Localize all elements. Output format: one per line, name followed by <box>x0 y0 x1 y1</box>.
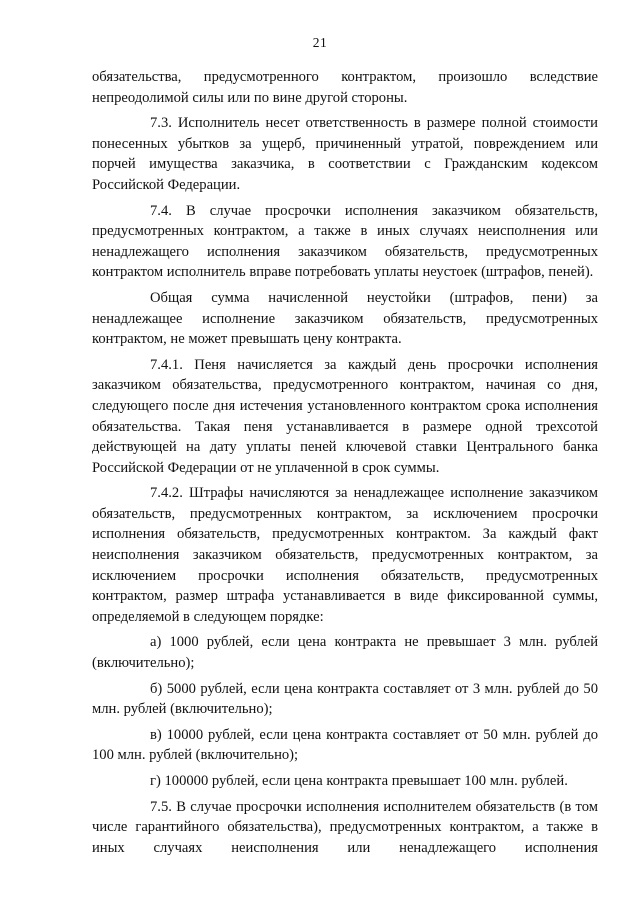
list-item-a: а) 1000 рублей, если цена контракта не превышает 3 млн. рублей (включительно); <box>92 634 598 672</box>
list-item-g: г) 100000 рублей, если цена контракта превышает 100 млн. рублей. <box>150 773 568 789</box>
paragraph-7-4-1: 7.4.1. Пеня начисляется за каждый день просрочки исполнения заказчиком обязательства, предусмотренного контрактом, начиная со дня, следующего после дня истечения установленного контрактом срока исполнения обязательства. Такая пеня устанавливается в размере одной трехсотой действующей на дату уплаты пеней ключевой ставки Центрального банка Российской Федерации от не уплаченной в срок суммы. <box>92 356 598 476</box>
page-number: 21 <box>312 35 328 50</box>
paragraph-7-4-2: 7.4.2. Штрафы начисляются за ненадлежащее исполнение заказчиком обязательств, предусмотренных контрактом, за исключением просрочки исполнения обязательств, предусмотренных контрактом. За каждый факт неисполнения заказчиком обязательств, предусмотренных контрактом, за исключением просрочки исполнения обязательств, предусмотренных контрактом, размер штрафа устанавливается в виде фиксированной суммы, определяемой в следующем порядке: <box>92 485 598 625</box>
document-body <box>92 67 598 858</box>
paragraph-7-4: 7.4. В случае просрочки исполнения заказчиком обязательств, предусмотренных контрактом, а также в иных случаях неисполнения или ненадлежащего исполнения заказчиком обязательств, предусмотренных контрактом исполнитель вправе потребовать уплаты неустоек (штрафов, пеней). <box>92 202 598 281</box>
paragraph-7-3: 7.3. Исполнитель несет ответственность в размере полной стоимости понесенных убытков за ущерб, причиненный утратой, повреждением или порчей имущества заказчика, в соответствии с Гражданским кодексом Российской Федерации. <box>92 115 598 193</box>
list-item-b: б) 5000 рублей, если цена контракта составляет от 3 млн. рублей до 50 млн. рублей (включительно); <box>92 680 598 718</box>
paragraph-7-5: 7.5. В случае просрочки исполнения исполнителем обязательств (в том числе гарантийного обязательства), предусмотренных контрактом, а также в иных случаях неисполнения или ненадлежащего исполнения <box>92 798 598 856</box>
paragraph-continuation: обязательства, предусмотренного контрактом, произошло вследствие непреодолимой силы или по вине другой стороны. <box>92 69 598 106</box>
paragraph-7-4-total-penalty: Общая сумма начисленной неустойки (штрафов, пени) за ненадлежащее исполнение заказчиком обязательств, предусмотренных контрактом, не может превышать цену контракта. <box>92 289 598 348</box>
list-item-v: в) 10000 рублей, если цена контракта составляет от 50 млн. рублей до 100 млн. рублей (включительно); <box>92 726 598 764</box>
